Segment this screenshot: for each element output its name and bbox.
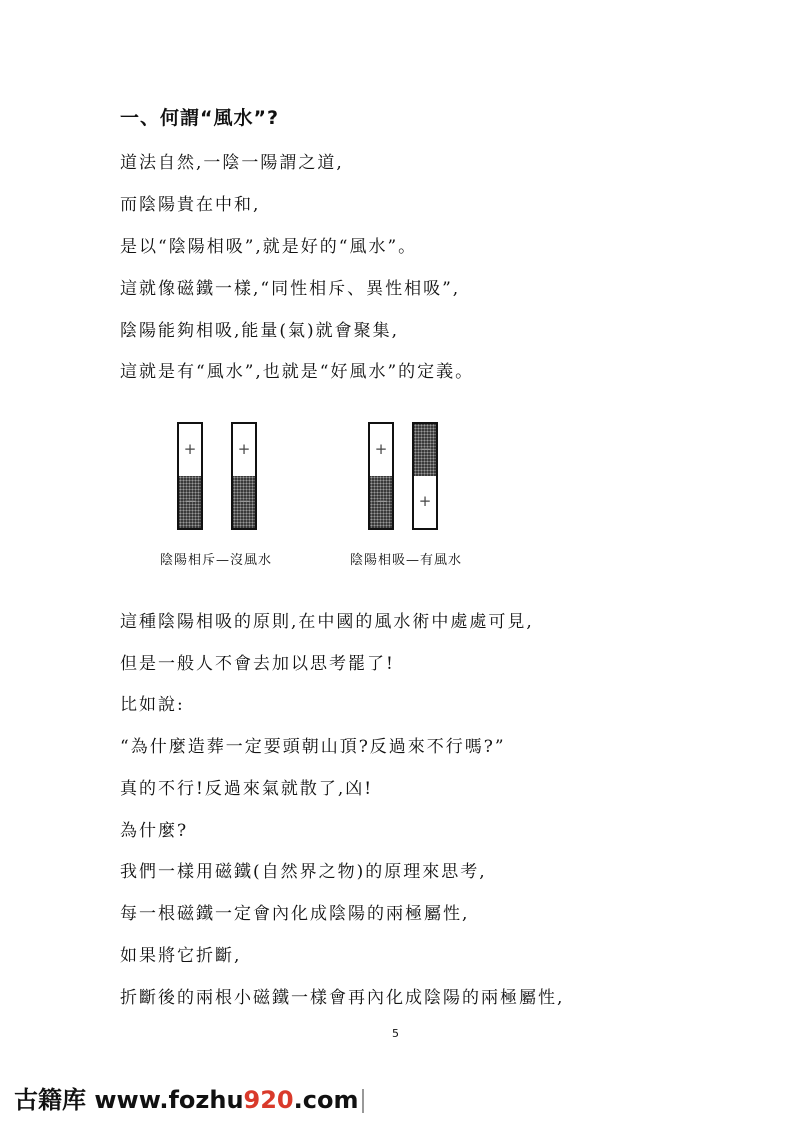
footer-watermark	[14, 1080, 364, 1115]
footer-divider	[362, 1089, 364, 1113]
plus-sign: +	[374, 440, 388, 458]
footer-url-prefix: www.fozhu	[94, 1086, 244, 1114]
text-line: 道法自然,一陰一陽謂之道,	[120, 153, 344, 173]
text-line: 折斷後的兩根小磁鐵一樣會再內化成陰陽的兩極屬性,	[120, 988, 565, 1008]
footer-brand: 古籍库	[14, 1086, 86, 1114]
page-number: 5	[392, 1027, 399, 1040]
text-line: 這種陰陽相吸的原則,在中國的風水術中處處可見,	[120, 612, 534, 632]
magnet-left-2	[231, 422, 257, 530]
plus-sign: +	[237, 440, 251, 458]
text-line: “為什麼造葬一定要頭朝山頂?反過來不行嗎?”	[120, 737, 506, 757]
figure-caption-right: 陰陽相吸—有風水	[350, 553, 463, 568]
footer-url-number: 920	[243, 1086, 294, 1114]
text-line: 這就是有“風水”,也就是“好風水”的定義。	[120, 362, 475, 382]
text-line: 為什麼?	[120, 821, 189, 841]
plus-sign: +	[418, 492, 432, 510]
plus-sign: +	[183, 440, 197, 458]
minus-sign: −	[183, 492, 197, 510]
text-line: 是以“陰陽相吸”,就是好的“風水”。	[120, 237, 418, 257]
text-line: 如果將它折斷,	[120, 946, 242, 966]
text-line: 但是一般人不會去加以思考罷了!	[120, 654, 395, 674]
minus-sign: −	[237, 492, 251, 510]
text-line: 陰陽能夠相吸,能量(氣)就會聚集,	[120, 321, 400, 341]
magnet-left-1	[177, 422, 203, 530]
text-line: 這就像磁鐵一樣,“同性相斥、異性相吸”,	[120, 279, 461, 299]
text-line: 真的不行!反過來氣就散了,凶!	[120, 779, 374, 799]
minus-sign: −	[418, 440, 432, 458]
section-heading: 一、何謂“風水”?	[120, 107, 279, 129]
text-line: 比如說:	[120, 695, 185, 715]
figure-caption-left: 陰陽相斥—沒風水	[160, 553, 273, 568]
magnet-right-1	[368, 422, 394, 530]
footer-url[interactable]	[94, 1086, 358, 1114]
text-line: 而陰陽貴在中和,	[120, 195, 261, 215]
text-line: 每一根磁鐵一定會內化成陰陽的兩極屬性,	[120, 904, 470, 924]
magnet-right-2	[412, 422, 438, 530]
minus-sign: −	[374, 492, 388, 510]
text-line: 我們一樣用磁鐵(自然界之物)的原理來思考,	[120, 862, 487, 882]
footer-url-suffix: .com	[293, 1086, 359, 1114]
